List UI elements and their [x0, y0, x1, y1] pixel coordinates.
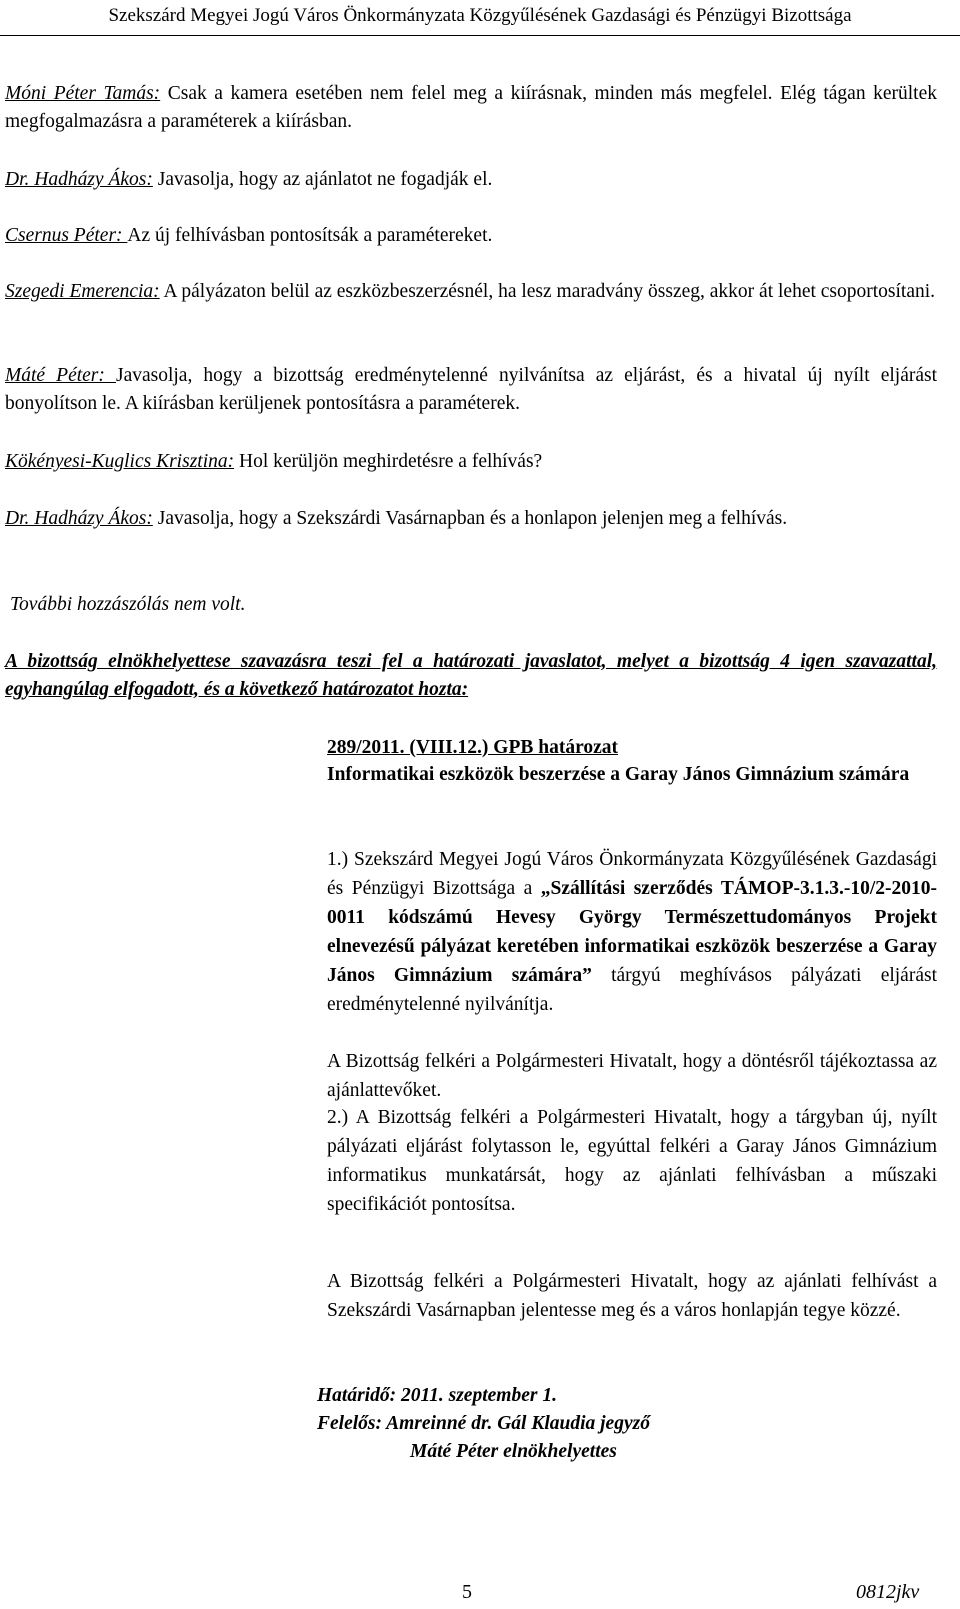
comment-csernus [5, 222, 937, 250]
point-1-intro: 1.) Szekszárd Megyei Jogú Város Önkormányzata Közgyűlésének Gazdasági és Pénzügyi Bizottsága a [327, 849, 937, 899]
comment-text: A pályázaton belül az eszközbeszerzésnél, ha lesz maradvány összeg, akkor át lehet csoportosítani. [159, 281, 936, 302]
speaker-name: Szegedi Emerencia: [5, 281, 160, 302]
speaker-name: Móni Péter Tamás: [5, 83, 161, 104]
deadline: Határidő: 2011. szeptember 1. [317, 1385, 557, 1406]
signatory: Máté Péter elnökhelyettes [410, 1441, 617, 1462]
comment-szegedi [5, 278, 937, 306]
speaker-name: Csernus Péter: [5, 225, 128, 246]
comment-text: Hol kerüljön meghirdetésre a felhívás? [234, 451, 543, 472]
resolution-number: 289/2011. (VIII.12.) GPB határozat [327, 737, 619, 758]
no-more-comments: További hozzászólás nem volt. [10, 594, 246, 615]
resolution-title: Informatikai eszközök beszerzése a Garay János Gimnázium számára [327, 764, 910, 785]
resolution-point-1-notice: A Bizottság felkéri a Polgármesteri Hivatalt, hogy a döntésről tájékoztassa az ajánlattevőket. [327, 1051, 937, 1101]
comment-text: Javasolja, hogy a Szekszárdi Vasárnapban és a honlapon jelenjen meg a felhívás. [152, 508, 788, 529]
comment-text: Az új felhívásban pontosítsák a paramétereket. [127, 225, 493, 246]
speaker-name: Dr. Hadházy Ákos: [5, 508, 153, 529]
comment-text: Csak a kamera esetében nem felel meg a kiírásnak, minden más megfelel. Elég tágan kerültek megfogalmazásra a paraméterek a kiírásban. [5, 83, 938, 132]
responsible-person: Felelős: Amreinné dr. Gál Klaudia jegyző [317, 1413, 650, 1434]
speaker-name: Dr. Hadházy Ákos: [5, 169, 153, 190]
speaker-name: Máté Péter: [5, 365, 116, 386]
point-1-decision: tárgyú meghívásos pályázati eljárást eredménytelenné nyilvánítja. [327, 965, 937, 1015]
comment-text: Javasolja, hogy az ajánlatot ne fogadják el. [152, 169, 493, 190]
comment-moni [5, 80, 937, 136]
vote-statement [5, 648, 937, 704]
speaker-name: Kökényesi-Kuglics Krisztina: [5, 451, 235, 472]
resolution-point-2: 2.) A Bizottság felkéri a Polgármesteri Hivatalt, hogy a tárgyban új, nyílt pályázati eljárást folytasson le, egyúttal felkéri a Garay János Gimnázium informatikus munkatársát, hogy az ajánlati felhívásban a műszaki specifikációt pontosítsa. [327, 1107, 937, 1215]
comment-hadhazy-2 [5, 505, 937, 533]
page-number: 5 [462, 1581, 472, 1603]
comment-kokenyesi [5, 448, 937, 476]
page-header [0, 0, 960, 36]
vote-statement-text: A bizottság elnökhelyettese szavazásra teszi fel a határozati javaslatot, melyet a bizottság 4 igen szavazattal, egyhangúlag elfogadott, és a következő határozatot hozta: [5, 651, 937, 700]
point-1-subject: „Szállítási szerződés TÁMOP-3.1.3.-10/2-2010-0011 kódszámú Hevesy György Természettudományos Projekt elnevezésű pályázat keretében informatikai eszközök beszerzése a Garay János Gimnázium számára” [327, 878, 937, 986]
resolution-publication: A Bizottság felkéri a Polgármesteri Hivatalt, hogy az ajánlati felhívást a Szekszárdi Vasárnapban jelentesse meg és a város honlapján tegye közzé. [327, 1271, 937, 1321]
comment-hadhazy-1 [5, 166, 937, 194]
document-code: 0812jkv [856, 1581, 920, 1603]
resolution-point-1 [327, 845, 937, 1019]
comment-text: Javasolja, hogy a bizottság eredménytelenné nyilvánítsa az eljárást, és a hivatal új nyílt eljárást bonyolítson le. A kiírásban kerüljenek pontosításra a paraméterek. [5, 365, 938, 414]
header-title: Szekszárd Megyei Jogú Város Önkormányzata Közgyűlésének Gazdasági és Pénzügyi Bizottsága [108, 5, 852, 26]
comment-mate [5, 362, 937, 418]
